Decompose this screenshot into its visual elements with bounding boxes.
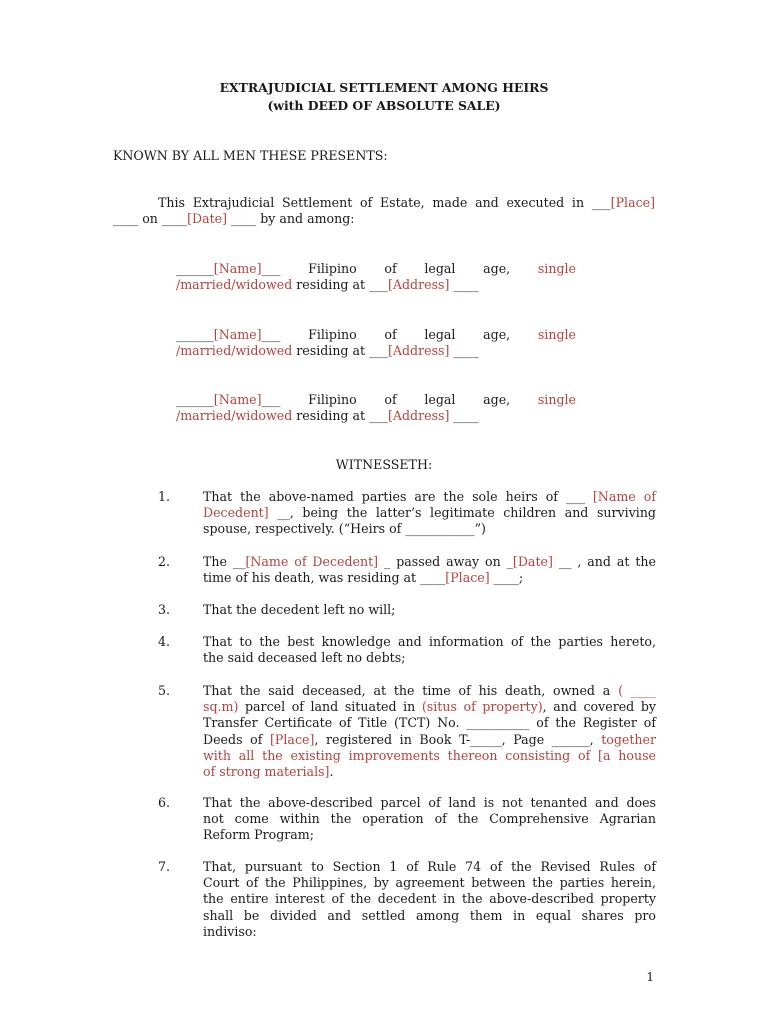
item-number: 7. <box>158 859 171 874</box>
known-heading: KNOWN BY ALL MEN THESE PRESENTS: <box>113 148 388 163</box>
clause-1: That the above-named parties are the sole heirs of ___ [Name of Decedent] __, being the latter’s legitimate children and surviving spouse, respectively. (“Heirs of ___________”) <box>203 489 656 537</box>
intro-paragraph: This Extrajudicial Settlement of Estate, made and executed in ___[Place] ____ on ____[Date] ____ by and among: <box>113 195 655 227</box>
party-entry: ______[Name]___ Filipino of legal age, single /married/widowed residing at ___[Address] ____ <box>176 392 576 424</box>
item-number: 5. <box>158 683 171 698</box>
clause-7: That, pursuant to Section 1 of Rule 74 of the Revised Rules of Court of the Philippines, by agreement between the parties herein, the entire interest of the decedent in the above-described property shall be divided and settled among them in equal shares pro indiviso: <box>203 859 656 939</box>
item-number: 2. <box>158 554 171 569</box>
item-number: 6. <box>158 795 171 810</box>
party-entry: ______[Name]___ Filipino of legal age, single /married/widowed residing at ___[Address] ____ <box>176 327 576 359</box>
clause-6: That the above-described parcel of land is not tenanted and does not come within the operation of the Comprehensive Agrarian Reform Program; <box>203 795 656 843</box>
witnesseth-heading: WITNESSETH: <box>335 457 433 472</box>
party-entry: ______[Name]___ Filipino of legal age, single /married/widowed residing at ___[Address] ____ <box>176 261 576 293</box>
clause-4: That to the best knowledge and information of the parties hereto, the said deceased left no debts; <box>203 634 656 666</box>
clause-5: That the said deceased, at the time of his death, owned a ( ____ sq.m) parcel of land situated in (situs of property), and covered by Transfer Certificate of Title (TCT) No. __________ of the Register of Deeds of [Place], registered in Book T-_____, Page ______, together with all the existing improvements thereon consisting of [a house of strong materials]. <box>203 683 657 780</box>
item-number: 1. <box>158 489 171 504</box>
document-title: EXTRAJUDICIAL SETTLEMENT AMONG HEIRS <box>219 80 549 95</box>
clause-3: That the decedent left no will; <box>203 602 396 617</box>
item-number: 4. <box>158 634 171 649</box>
clause-2: The __[Name of Decedent] _ passed away on _[Date] __ , and at the time of his death, was residing at ____[Place] ____; <box>203 554 656 586</box>
document-subtitle: (with DEED OF ABSOLUTE SALE) <box>267 98 501 113</box>
item-number: 3. <box>158 602 171 617</box>
page-number: 1 <box>646 970 654 984</box>
